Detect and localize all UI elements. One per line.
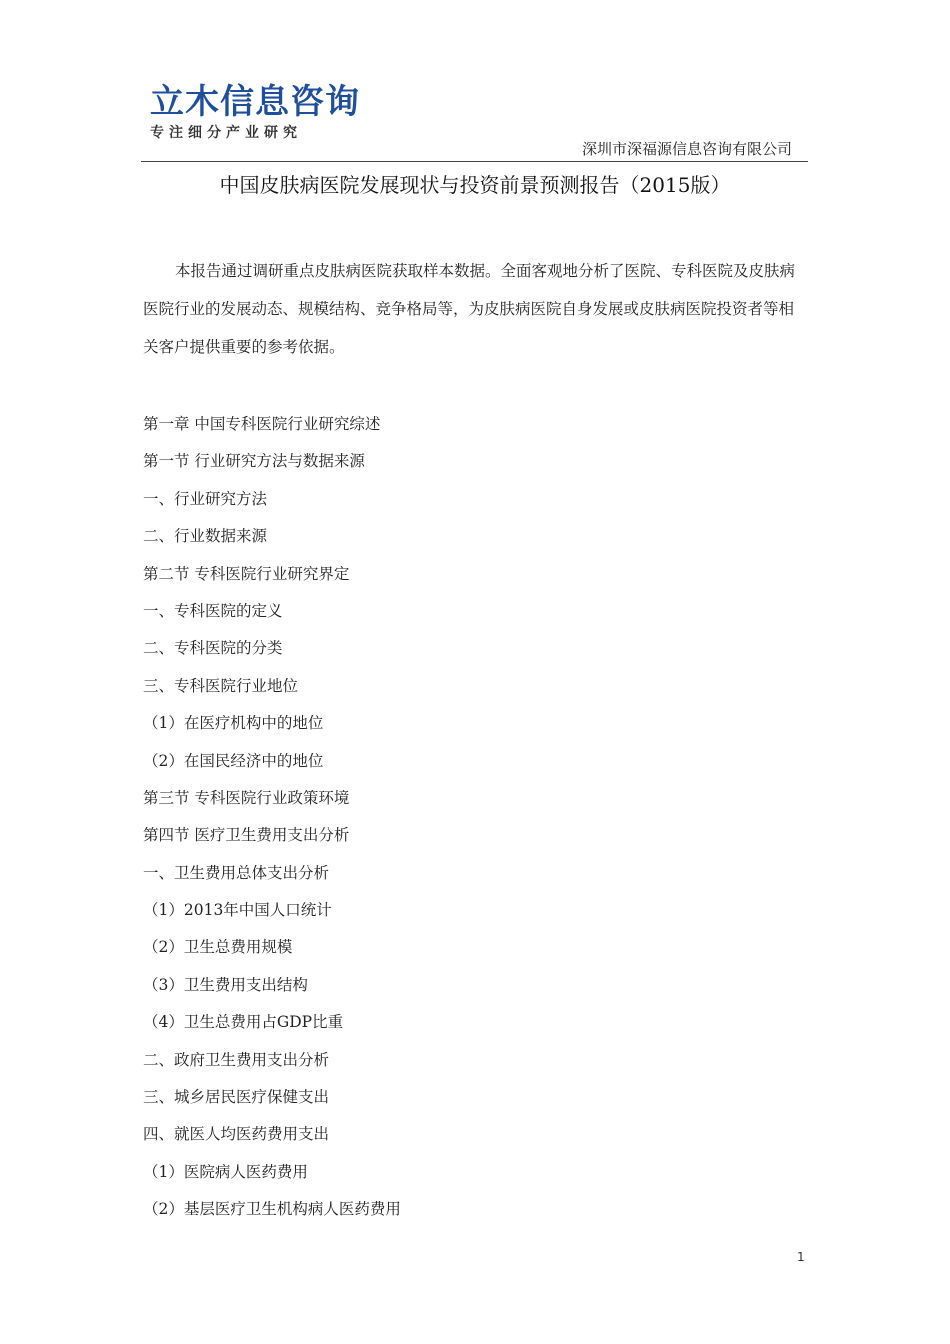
intro-paragraph: 本报告通过调研重点皮肤病医院获取样本数据。全面客观地分析了医院、专科医院及皮肤病医院行业的发展动态、规模结构、竞争格局等，为皮肤病医院自身发展或皮肤病医院投资者等相关客户提供重要的参考依据。	[143, 262, 796, 356]
toc-item: （2）卫生总费用规模	[143, 938, 293, 957]
toc-item: 第三节 专科医院行业政策环境	[143, 788, 350, 807]
toc-item: 二、行业数据来源	[143, 527, 268, 546]
logo-title: 立木信息咨询	[150, 82, 360, 122]
toc-item: 四、就医人均医药费用支出	[143, 1125, 330, 1144]
report-title: 中国皮肤病医院发展现状与投资前景预测报告（2015版）	[219, 173, 731, 197]
toc-item: （2）在国民经济中的地位	[143, 751, 324, 770]
company-logo	[150, 82, 370, 142]
toc-item: （3）卫生费用支出结构	[143, 975, 308, 994]
toc-item: 二、专科医院的分类	[143, 639, 283, 658]
toc-item: 第四节 医疗卫生费用支出分析	[143, 826, 350, 845]
toc-item: 第二节 专科医院行业研究界定	[143, 564, 350, 583]
toc-item: （1）在医疗机构中的地位	[143, 714, 324, 733]
toc-item: 三、专科医院行业地位	[143, 676, 299, 695]
table-of-contents	[143, 406, 401, 1229]
header-divider	[141, 161, 808, 162]
toc-item: 一、专科医院的定义	[143, 601, 283, 620]
toc-item: 三、城乡居民医疗保健支出	[143, 1088, 330, 1107]
toc-item: 一、卫生费用总体支出分析	[143, 863, 330, 882]
company-name: 深圳市深福源信息咨询有限公司	[581, 140, 792, 158]
toc-item: 第一节 行业研究方法与数据来源	[143, 452, 365, 471]
toc-item: （1）医院病人医药费用	[143, 1162, 308, 1181]
logo-tagline: 专注细分产业研究	[150, 125, 302, 141]
toc-item: （1）2013年中国人口统计	[143, 901, 332, 920]
toc-item: （4）卫生总费用占GDP比重	[143, 1013, 344, 1032]
toc-item: 一、行业研究方法	[143, 489, 268, 508]
toc-item: 第一章 中国专科医院行业研究综述	[143, 415, 381, 433]
page-number: 1	[797, 1250, 805, 1264]
toc-item: （2）基层医疗卫生机构病人医药费用	[143, 1200, 401, 1219]
toc-item: 二、政府卫生费用支出分析	[143, 1050, 330, 1069]
